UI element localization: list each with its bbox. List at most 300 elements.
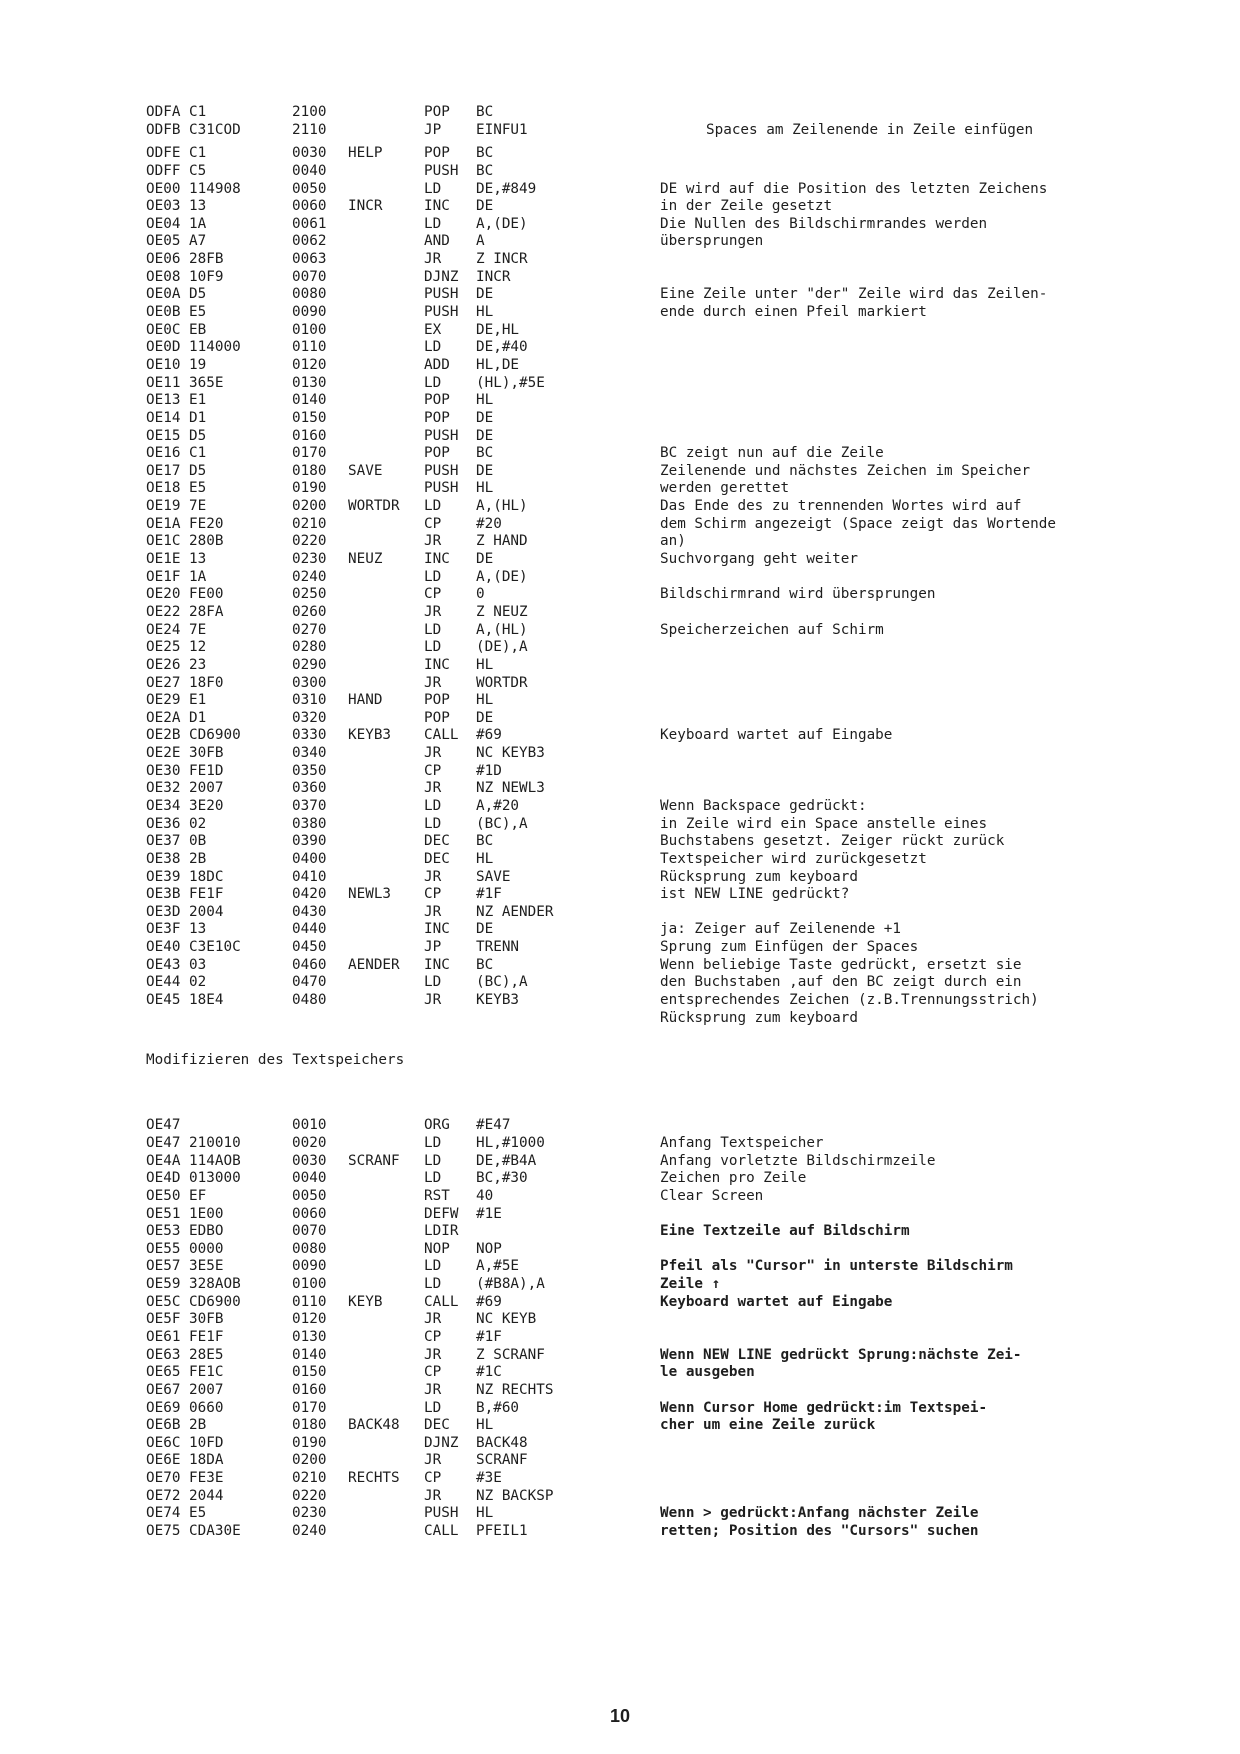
mnemonic-cell: NOP [424,1240,450,1257]
mnemonic-cell: AND [424,233,450,250]
operand-cell: DE [476,427,494,444]
address-cell: OE15 D5 [146,427,207,444]
line-number-cell: 0040 [292,162,327,179]
mnemonic-cell: LD [424,498,442,515]
address-cell: OE3B FE1F [146,886,224,903]
operand-cell: HL [476,850,494,867]
operand-cell: DE,HL [476,321,520,338]
code-line [146,833,1146,851]
comment-cell: in Zeile wird ein Space anstelle eines [660,815,988,832]
line-number-cell: 0230 [292,551,327,568]
line-number-cell: 0060 [292,1205,327,1222]
code-line [146,1294,1146,1312]
mnemonic-cell: JR [424,603,442,620]
mnemonic-cell: LD [424,815,442,832]
mnemonic-cell: CP [424,1329,442,1345]
line-number-cell: 0210 [292,1470,327,1487]
operand-cell: DE [476,409,494,426]
line-number-cell: 0170 [292,445,327,462]
address-cell: OE75 CDA30E [146,1523,241,1540]
line-number-cell: 0040 [292,1170,327,1187]
line-number-cell: 0290 [292,656,327,673]
operand-cell: (DE),A [476,639,528,656]
address-cell: ODFB C31COD [146,121,241,138]
line-number-cell: 0062 [292,233,327,250]
listing-block-2 [146,1117,1146,1540]
mnemonic-cell: JR [424,780,442,797]
line-number-cell: 0190 [292,1434,327,1451]
address-cell: OE2A D1 [146,709,207,726]
code-line [146,886,1146,904]
mnemonic-cell: POP [424,692,450,709]
operand-cell: BC [476,445,494,462]
code-line [146,1329,1146,1347]
address-cell: OE74 E5 [146,1505,207,1522]
line-number-cell: 0170 [292,1399,327,1416]
line-number-cell: 0050 [292,180,327,197]
code-line [146,251,1146,269]
operand-cell: NZ RECHTS [476,1381,554,1398]
code-line [146,710,1146,728]
operand-cell: #69 [476,727,502,744]
address-cell: OE1A FE20 [146,515,224,532]
line-number-cell: 0140 [292,1346,327,1363]
code-line [146,286,1146,304]
comment-cell: Anfang vorletzte Bildschirmzeile [660,1152,936,1169]
mnemonic-cell: JR [424,533,442,550]
comment-cell: Rücksprung zum keyboard [660,1009,858,1026]
address-cell: OE3D 2004 [146,903,224,920]
code-line [146,1223,1146,1241]
code-line [146,145,1146,163]
operand-cell: NZ NEWL3 [476,780,545,797]
line-number-cell: 0370 [292,797,327,814]
operand-cell: A,#20 [476,797,520,814]
address-cell: OE2E 30FB [146,745,224,762]
comment-cell: ist NEW LINE gedrückt? [660,886,850,903]
operand-cell: SAVE [476,868,511,885]
comment-cell: Wenn > gedrückt:Anfang nächster Zeile [660,1505,979,1522]
comment-cell: BC zeigt nun auf die Zeile [660,445,884,462]
address-cell: OE51 1E00 [146,1205,224,1222]
line-number-cell: 0030 [292,145,327,162]
line-number-cell: 0220 [292,1487,327,1504]
comment-cell: dem Schirm angezeigt (Space zeigt das Wortende [660,515,1056,532]
line-number-cell: 0260 [292,603,327,620]
mnemonic-cell: LD [424,1170,442,1187]
line-number-cell: 0240 [292,1523,327,1540]
mnemonic-cell: INC [424,198,450,215]
comment-cell: Eine Zeile unter "der" Zeile wird das Zeilen- [660,286,1048,303]
code-line [146,1117,1146,1135]
address-cell: OE27 18F0 [146,674,224,691]
operand-cell: NC KEYB3 [476,745,545,762]
mnemonic-cell: JR [424,1452,442,1469]
code-line [146,122,1146,140]
line-number-cell: 0061 [292,215,327,232]
operand-cell: DE,#40 [476,339,528,356]
mnemonic-cell: PUSH [424,462,459,479]
code-line [146,763,1146,781]
mnemonic-cell: PUSH [424,304,459,321]
code-line [146,322,1146,340]
mnemonic-cell: INC [424,921,450,938]
mnemonic-cell: LD [424,797,442,814]
code-line [146,198,1146,216]
code-line [146,163,1146,181]
address-cell: OE1E 13 [146,551,207,568]
comment-cell: entsprechendes Zeichen (z.B.Trennungsstrich) [660,992,1039,1009]
code-line [146,1417,1146,1435]
operand-cell: HL [476,1417,494,1434]
comment-cell: Keyboard wartet auf Eingabe [660,727,893,744]
address-cell: OE69 0660 [146,1399,224,1416]
comment-cell: Das Ende des zu trennenden Wortes wird auf [660,498,1022,515]
code-line [146,533,1146,551]
comment-cell: cher um eine Zeile zurück [660,1417,876,1434]
mnemonic-cell: POP [424,104,450,120]
code-line [146,657,1146,675]
line-number-cell: 0480 [292,992,327,1009]
code-line [146,1153,1146,1171]
address-cell: OE1C 280B [146,533,224,550]
address-cell: OE39 18DC [146,868,224,885]
address-cell: OE70 FE3E [146,1470,224,1487]
operand-cell: NZ BACKSP [476,1487,554,1504]
label-cell: SCRANF [348,1152,400,1169]
operand-cell: BC [476,956,494,973]
line-number-cell: 0100 [292,1276,327,1293]
address-cell: OE18 E5 [146,480,207,497]
operand-cell: Z SCRANF [476,1346,545,1363]
code-line [146,1452,1146,1470]
line-number-cell: 0230 [292,1505,327,1522]
address-cell: OE50 EF [146,1187,207,1204]
address-cell: OE11 365E [146,374,224,391]
operand-cell: HL [476,304,494,321]
code-line [146,357,1146,375]
operand-cell: SCRANF [476,1452,528,1469]
address-cell: OE22 28FA [146,603,224,620]
address-cell: OE40 C3E10C [146,939,241,956]
line-number-cell: 0190 [292,480,327,497]
line-number-cell: 0080 [292,286,327,303]
label-cell: BACK48 [348,1417,400,1434]
line-number-cell: 0210 [292,515,327,532]
code-line [146,1311,1146,1329]
mnemonic-cell: CP [424,515,442,532]
address-cell: OE00 114908 [146,180,241,197]
mnemonic-cell: CP [424,886,442,903]
address-cell: OE32 2007 [146,780,224,797]
address-cell: OE26 23 [146,656,207,673]
address-cell: OE34 3E20 [146,797,224,814]
address-cell: OE20 FE00 [146,586,224,603]
comment-cell: Textspeicher wird zurückgesetzt [660,850,927,867]
mnemonic-cell: POP [424,709,450,726]
code-line [146,1435,1146,1453]
code-line [146,604,1146,622]
mnemonic-cell: DEC [424,833,450,850]
line-number-cell: 0120 [292,356,327,373]
address-cell: OE10 19 [146,356,207,373]
address-cell: ODFA C1 [146,104,207,120]
operand-cell: #3E [476,1470,502,1487]
label-cell: HAND [348,692,383,709]
operand-cell: #69 [476,1293,502,1310]
address-cell: OE25 12 [146,639,207,656]
operand-cell: (BC),A [476,974,528,991]
address-cell: OE0C EB [146,321,207,338]
line-number-cell: 0270 [292,621,327,638]
mnemonic-cell: JP [424,121,442,138]
line-number-cell: 0420 [292,886,327,903]
code-line [146,1364,1146,1382]
operand-cell: DE [476,198,494,215]
mnemonic-cell: CP [424,586,442,603]
comment-cell: in der Zeile gesetzt [660,198,833,215]
code-line [146,1400,1146,1418]
address-cell: OE17 D5 [146,462,207,479]
mnemonic-cell: JR [424,903,442,920]
mnemonic-cell: ADD [424,356,450,373]
code-line [146,622,1146,640]
code-line [146,1505,1146,1523]
mnemonic-cell: JR [424,1346,442,1363]
address-cell: OE6E 18DA [146,1452,224,1469]
mnemonic-cell: LD [424,1399,442,1416]
line-number-cell: 0120 [292,1311,327,1328]
comment-cell: Rücksprung zum keyboard [660,868,858,885]
code-line [146,639,1146,657]
code-listing [146,104,1146,1541]
address-cell: OE0D 114000 [146,339,241,356]
code-line [146,445,1146,463]
operand-cell: Z INCR [476,251,528,268]
operand-cell: DE [476,551,494,568]
comment-cell: ende durch einen Pfeil markiert [660,304,927,321]
mnemonic-cell: ORG [424,1117,450,1134]
mnemonic-cell: CP [424,1364,442,1381]
code-line [146,569,1146,587]
mnemonic-cell: INC [424,956,450,973]
comment-cell: DE wird auf die Position des letzten Zeichens [660,180,1048,197]
mnemonic-cell: CALL [424,1293,459,1310]
code-line [146,1135,1146,1153]
operand-cell: 40 [476,1187,494,1204]
line-number-cell: 0130 [292,1329,327,1345]
operand-cell: DE [476,462,494,479]
line-number-cell: 0440 [292,921,327,938]
code-line [146,816,1146,834]
mnemonic-cell: JR [424,868,442,885]
line-number-cell: 0250 [292,586,327,603]
comment-cell: Zeile ↑ [660,1276,721,1293]
line-number-cell: 0380 [292,815,327,832]
label-cell: INCR [348,198,383,215]
mnemonic-cell: LD [424,1258,442,1275]
mnemonic-cell: LD [424,1134,442,1151]
code-line [146,675,1146,693]
mnemonic-cell: JR [424,674,442,691]
operand-cell: #20 [476,515,502,532]
code-line [146,692,1146,710]
comment-cell: Sprung zum Einfügen der Spaces [660,939,919,956]
address-cell: OE45 18E4 [146,992,224,1009]
code-line [146,428,1146,446]
address-cell: OE37 0B [146,833,207,850]
code-line [146,410,1146,428]
line-number-cell: 0080 [292,1240,327,1257]
operand-cell: #1E [476,1205,502,1222]
code-line [146,921,1146,939]
line-number-cell: 0450 [292,939,327,956]
operand-cell: HL [476,692,494,709]
operand-cell: B,#60 [476,1399,520,1416]
address-cell: OE38 2B [146,850,207,867]
address-cell: OE19 7E [146,498,207,515]
mnemonic-cell: LD [424,1276,442,1293]
operand-cell: 0 [476,586,485,603]
address-cell: OE4A 114AOB [146,1152,241,1169]
code-line [146,1241,1146,1259]
comment-cell: Die Nullen des Bildschirmrandes werden [660,215,988,232]
operand-cell: A,(DE) [476,215,528,232]
mnemonic-cell: LD [424,1152,442,1169]
line-number-cell: 0100 [292,321,327,338]
line-number-cell: 0350 [292,762,327,779]
code-line [146,1347,1146,1365]
comment-cell: ja: Zeiger auf Zeilenende +1 [660,921,902,938]
comment-cell: den Buchstaben ,auf den BC zeigt durch ein [660,974,1022,991]
line-number-cell: 0060 [292,198,327,215]
address-cell: OE29 E1 [146,692,207,709]
address-cell: OE24 7E [146,621,207,638]
operand-cell: NZ AENDER [476,903,554,920]
line-number-cell: 0300 [292,674,327,691]
code-line [146,586,1146,604]
comment-cell: Suchvorgang geht weiter [660,551,858,568]
address-cell: OE0A D5 [146,286,207,303]
operand-cell: BACK48 [476,1434,528,1451]
address-cell: OE04 1A [146,215,207,232]
code-line [146,1276,1146,1294]
label-cell: AENDER [348,956,400,973]
code-line [146,798,1146,816]
code-line [146,904,1146,922]
mnemonic-cell: LD [424,974,442,991]
operand-cell: HL [476,656,494,673]
mnemonic-cell: POP [424,409,450,426]
operand-cell: DE [476,286,494,303]
address-cell: ODFE C1 [146,145,207,162]
operand-cell: WORTDR [476,674,528,691]
operand-cell: HL,#1000 [476,1134,545,1151]
address-cell: OE4D 013000 [146,1170,241,1187]
label-cell: KEYB [348,1293,383,1310]
operand-cell: #1C [476,1364,502,1381]
operand-cell: KEYB3 [476,992,520,1009]
code-line [146,498,1146,516]
line-number-cell: 0470 [292,974,327,991]
line-number-cell: 0240 [292,568,327,585]
operand-cell: BC [476,145,494,162]
code-line [146,551,1146,569]
label-cell: NEWL3 [348,886,392,903]
code-line [146,304,1146,322]
code-line [146,1010,1146,1028]
mnemonic-cell: INC [424,551,450,568]
operand-cell: Z HAND [476,533,528,550]
mnemonic-cell: JP [424,939,442,956]
line-number-cell: 0090 [292,1258,327,1275]
operand-cell: PFEIL1 [476,1523,528,1540]
mnemonic-cell: CALL [424,1523,459,1540]
comment-cell: übersprungen [660,233,764,250]
mnemonic-cell: JR [424,1487,442,1504]
comment-cell: Wenn beliebige Taste gedrückt, ersetzt sie [660,956,1022,973]
line-number-cell: 0030 [292,1152,327,1169]
mnemonic-cell: LD [424,339,442,356]
mnemonic-cell: LDIR [424,1223,459,1240]
address-cell: OE47 210010 [146,1134,241,1151]
line-number-cell: 0150 [292,1364,327,1381]
label-cell: NEUZ [348,551,383,568]
code-line [146,974,1146,992]
code-line [146,375,1146,393]
mnemonic-cell: DEC [424,850,450,867]
operand-cell: HL [476,480,494,497]
operand-cell: DE,#849 [476,180,537,197]
operand-cell: NOP [476,1240,502,1257]
comment-cell: Wenn NEW LINE gedrückt Sprung:nächste Zei- [660,1346,1022,1363]
operand-cell: BC [476,162,494,179]
code-line [146,269,1146,287]
code-line [146,939,1146,957]
mnemonic-cell: CALL [424,727,459,744]
comment-cell: Buchstabens gesetzt. Zeiger rückt zurück [660,833,1005,850]
mnemonic-cell: DJNZ [424,268,459,285]
line-number-cell: 0320 [292,709,327,726]
address-cell: OE67 2007 [146,1381,224,1398]
address-cell: OE63 28E5 [146,1346,224,1363]
mnemonic-cell: RST [424,1187,450,1204]
address-cell: OE57 3E5E [146,1258,224,1275]
operand-cell: (#B8A),A [476,1276,545,1293]
line-number-cell: 0220 [292,533,327,550]
code-line [146,339,1146,357]
mnemonic-cell: LD [424,568,442,585]
comment-cell: Speicherzeichen auf Schirm [660,621,884,638]
line-number-cell: 0063 [292,251,327,268]
mnemonic-cell: JR [424,251,442,268]
line-number-cell: 0020 [292,1134,327,1151]
line-number-cell: 0050 [292,1187,327,1204]
code-line [146,1206,1146,1224]
line-number-cell: 0090 [292,304,327,321]
operand-cell: DE [476,709,494,726]
section-heading: Modifizieren des Textspeichers [146,1052,405,1069]
operand-cell: (BC),A [476,815,528,832]
code-line [146,216,1146,234]
operand-cell: HL [476,1505,494,1522]
line-number-cell: 2100 [292,104,327,120]
operand-cell: INCR [476,268,511,285]
mnemonic-cell: POP [424,445,450,462]
mnemonic-cell: DJNZ [424,1434,459,1451]
mnemonic-cell: POP [424,145,450,162]
line-number-cell: 0140 [292,392,327,409]
